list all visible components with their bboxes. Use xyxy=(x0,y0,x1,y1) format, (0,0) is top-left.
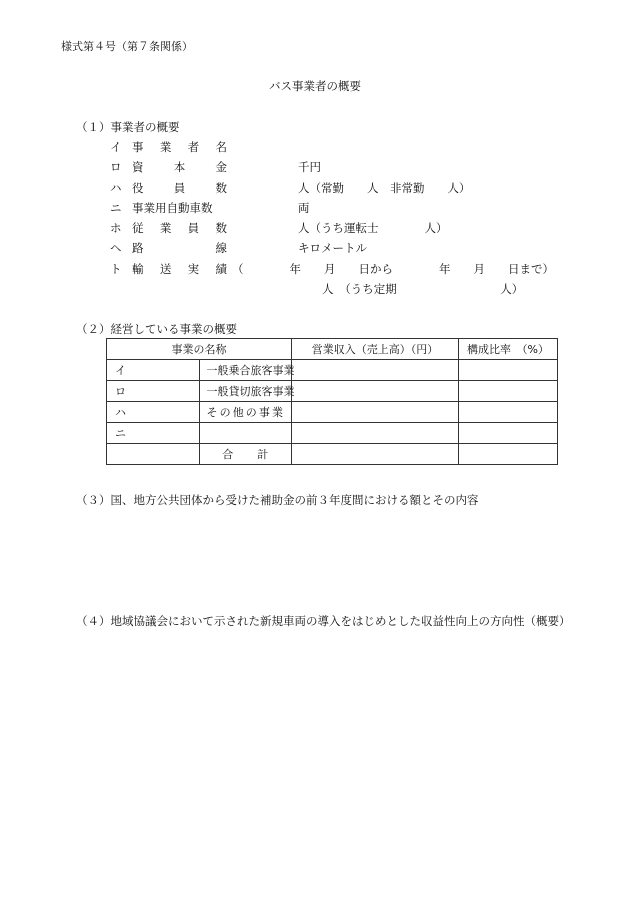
section1-heading: （１）事業者の概要 xyxy=(76,120,180,134)
ratio-cell[interactable] xyxy=(459,423,558,444)
ratio-cell[interactable] xyxy=(459,402,558,423)
item-label-char: 線 xyxy=(215,241,227,255)
form-number: 様式第４号（第７条関係） xyxy=(61,40,193,53)
revenue-cell[interactable] xyxy=(292,381,459,402)
name-char: そ xyxy=(206,406,218,419)
item-label-char: 役 xyxy=(132,181,144,195)
section4-heading: （４）地域協議会において示された新規車両の導入をはじめとした収益性向上の方向性（概要） xyxy=(76,614,571,628)
name-char: 乗 xyxy=(228,364,240,377)
item-label-char: 数 xyxy=(215,181,227,195)
item-label-char: 数 xyxy=(215,221,227,235)
item-label xyxy=(132,240,227,256)
total-revenue-cell[interactable] xyxy=(292,444,459,465)
name-char: 旅 xyxy=(250,364,262,377)
name-char: 事 xyxy=(272,385,284,398)
item-label-char: 本 xyxy=(173,160,186,174)
page-title: バス事業者の概要 xyxy=(269,79,361,93)
item-value[interactable]: 両 xyxy=(298,201,310,215)
item-label-char: 輸 xyxy=(132,262,144,276)
table-row xyxy=(107,381,558,402)
item-label-char: 金 xyxy=(215,160,227,174)
item-value[interactable]: キロメートル xyxy=(298,241,367,255)
item-label-char: 路 xyxy=(132,241,144,255)
name-char: 合 xyxy=(222,448,234,461)
item-marker: イ xyxy=(110,140,122,154)
item-label-char: 員 xyxy=(187,221,200,235)
item-label xyxy=(132,139,227,155)
row-business-name[interactable] xyxy=(199,423,292,444)
name-char: 事 xyxy=(272,364,284,377)
row-business-name xyxy=(199,360,295,381)
name-char: 貸 xyxy=(228,385,240,398)
item-marker: ト xyxy=(110,262,122,276)
total-marker-cell xyxy=(107,444,200,465)
name-char: 一 xyxy=(206,385,218,398)
col-header-revenue: 営業収入（売上高）（円） xyxy=(292,339,459,360)
table-row xyxy=(107,360,558,381)
name-char: 般 xyxy=(217,364,229,377)
item-label-char: 業 xyxy=(159,140,172,154)
item-label xyxy=(132,261,227,277)
item-label xyxy=(132,220,227,236)
revenue-cell[interactable] xyxy=(292,402,459,423)
name-char: 客 xyxy=(261,385,273,398)
item-marker: ハ xyxy=(110,181,122,195)
item-label-char: 事業用自動車数 xyxy=(132,201,213,215)
revenue-cell[interactable] xyxy=(292,423,459,444)
row-business-name xyxy=(199,381,295,402)
item-label-char: 業 xyxy=(159,221,172,235)
total-ratio-cell[interactable] xyxy=(459,444,558,465)
row-marker: イ xyxy=(107,360,200,381)
name-char: 合 xyxy=(239,364,251,377)
item-label-char: 員 xyxy=(173,181,186,195)
name-char: 旅 xyxy=(250,385,262,398)
name-char: 客 xyxy=(261,364,273,377)
name-char: 般 xyxy=(217,385,229,398)
item-marker: ヘ xyxy=(110,241,122,255)
table-row xyxy=(107,402,558,423)
name-char: 事 xyxy=(258,406,270,419)
item-value[interactable]: （ 年 月 日から 年 月 日まで） xyxy=(232,262,554,276)
section3-heading: （３）国、地方公共団体から受けた補助金の前３年度間における額とその内容 xyxy=(76,493,479,507)
table-header-row xyxy=(107,339,558,360)
table-total-row xyxy=(107,444,558,465)
row-business-name xyxy=(199,402,292,423)
business-summary-table xyxy=(106,338,558,465)
name-char: の xyxy=(219,406,231,419)
name-char: 一 xyxy=(206,364,218,377)
item-label xyxy=(132,159,227,175)
name-char: 業 xyxy=(283,385,295,398)
section2-heading: （２）経営している事業の概要 xyxy=(76,322,237,336)
revenue-cell[interactable] xyxy=(292,360,459,381)
item-label-char: 者 xyxy=(187,140,200,154)
name-char: 他 xyxy=(232,406,244,419)
item-value[interactable]: 人（うち運転士 人） xyxy=(298,221,448,235)
col-header-name: 事業の名称 xyxy=(107,339,292,360)
table-row xyxy=(107,423,558,444)
item-marker: ロ xyxy=(110,160,122,174)
row-marker: ニ xyxy=(107,423,200,444)
item-marker: ニ xyxy=(110,201,122,215)
ratio-cell[interactable] xyxy=(459,381,558,402)
item-label-char: 績 xyxy=(215,262,227,276)
name-char: の xyxy=(245,406,257,419)
total-label xyxy=(199,444,292,465)
item-label-char: 資 xyxy=(132,160,144,174)
name-char: 業 xyxy=(283,364,295,377)
ratio-cell[interactable] xyxy=(459,360,558,381)
item-value[interactable]: 人（常勤 人 非常勤 人） xyxy=(298,181,471,195)
item-value[interactable]: 千円 xyxy=(298,160,321,174)
item-marker: ホ xyxy=(110,221,122,235)
row-marker: ロ xyxy=(107,381,200,402)
item-label-char: 実 xyxy=(187,262,200,276)
transport-detail-line: 人 （うち定期 人） xyxy=(322,282,524,296)
name-char: 計 xyxy=(257,448,269,461)
name-char: 業 xyxy=(271,406,283,419)
item-label xyxy=(132,180,227,196)
name-char: 切 xyxy=(239,385,251,398)
row-marker: ハ xyxy=(107,402,200,423)
item-label xyxy=(132,200,213,216)
item-label-char: 事 xyxy=(132,140,144,154)
item-label-char: 名 xyxy=(215,140,227,154)
col-header-ratio: 構成比率 （%） xyxy=(459,339,558,360)
item-label-char: 送 xyxy=(159,262,172,276)
item-label-char: 従 xyxy=(132,221,144,235)
